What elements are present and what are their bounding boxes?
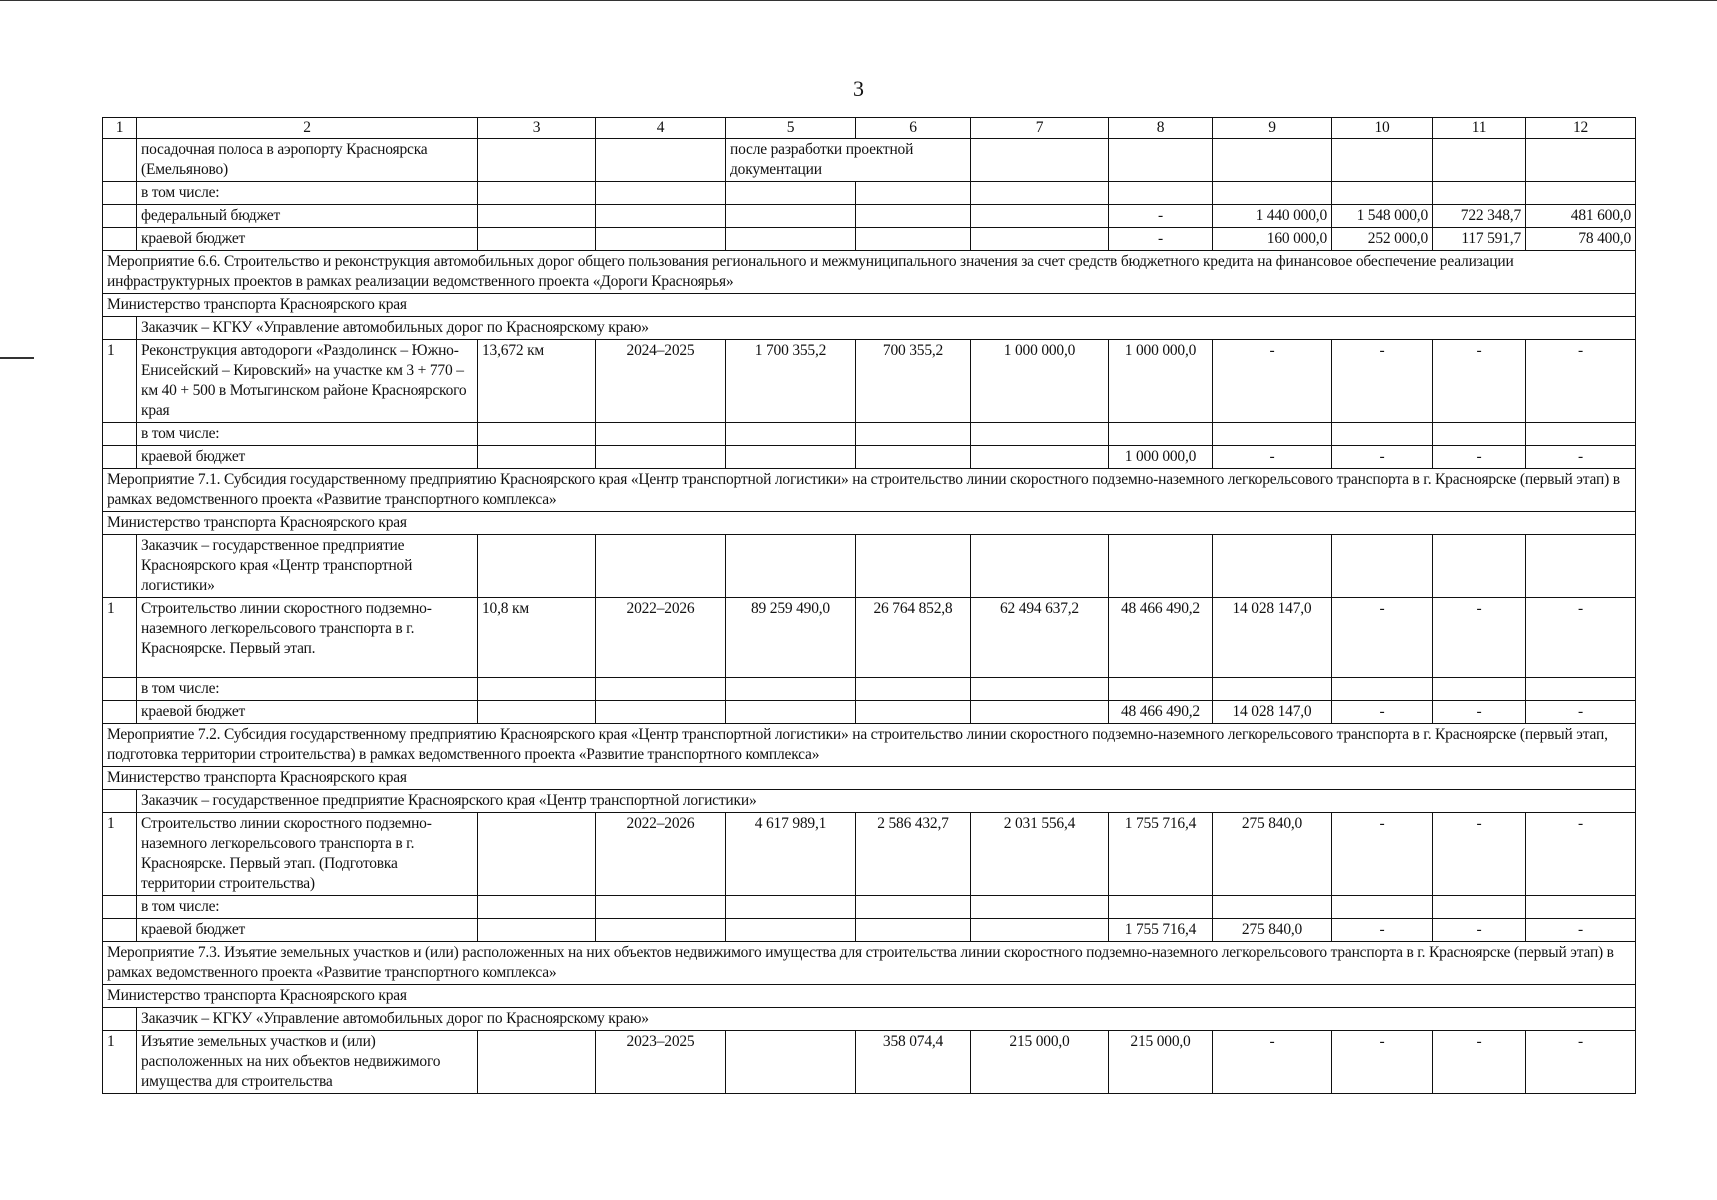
table-row	[103, 205, 1636, 228]
budget-table	[102, 117, 1636, 1094]
cell-value: 275 840,0	[1213, 813, 1332, 896]
cell-value: -	[1332, 598, 1433, 678]
budget-label: федеральный бюджет	[137, 205, 478, 228]
cell-value: -	[1526, 701, 1636, 724]
customer-label: Заказчик – КГКУ «Управление автомобильных дорог по Красноярскому краю»	[137, 317, 1636, 340]
scan-artifact-left	[0, 357, 34, 359]
object-note: после разработки проектной документации	[726, 139, 971, 182]
cell-value: 1 548 000,0	[1332, 205, 1433, 228]
cell-value: -	[1433, 919, 1526, 942]
cell-value: -	[1213, 1031, 1332, 1094]
customer-row	[103, 1008, 1636, 1031]
row-number: 1	[103, 598, 137, 678]
cell-value: -	[1526, 340, 1636, 423]
header-row	[103, 118, 1636, 139]
table-row	[103, 1031, 1636, 1094]
table-row	[103, 919, 1636, 942]
object-name: Строительство линии скоростного подземно-наземного легкорельсового транспорта в г. Красноярске. Первый этап.	[137, 598, 478, 678]
cell-value: -	[1433, 446, 1526, 469]
cell-value: 89 259 490,0	[726, 598, 856, 678]
table-row	[103, 896, 1636, 919]
cell-value: 1 000 000,0	[1109, 340, 1213, 423]
scan-artifact-top	[0, 0, 1717, 1]
activity-title: Мероприятие 6.6. Строительство и реконструкция автомобильных дорог общего пользования регионального и межмуниципального значения за счет средств бюджетного кредита на финансовое обеспечение реализации инфраструктурных проектов в рамках реализации ведомственного проекта «Дороги Красноярья»	[103, 251, 1636, 294]
table-row	[103, 701, 1636, 724]
object-name: Реконструкция автодороги «Раздолинск – Южно-Енисейский – Кировский» на участке км 3 + 770 – км 40 + 500 в Мотыгинском районе Красноярского края	[137, 340, 478, 423]
ministry-label: Министерство транспорта Красноярского края	[103, 767, 1636, 790]
including-label: в том числе:	[137, 423, 478, 446]
cell-value: 252 000,0	[1332, 228, 1433, 251]
object-name: посадочная полоса в аэропорту Красноярска (Емельяново)	[137, 139, 478, 182]
cell-value: 1 755 716,4	[1109, 919, 1213, 942]
cell-value: -	[1109, 205, 1213, 228]
cell-value	[478, 1031, 596, 1094]
cell-value: 481 600,0	[1526, 205, 1636, 228]
ministry-row	[103, 985, 1636, 1008]
cell-value: 358 074,4	[856, 1031, 971, 1094]
cell-value: 275 840,0	[1213, 919, 1332, 942]
cell-value: -	[1433, 598, 1526, 678]
table-row	[103, 423, 1636, 446]
cell-value: -	[1526, 919, 1636, 942]
cell-value: 14 028 147,0	[1213, 598, 1332, 678]
table-row	[103, 340, 1636, 423]
table-row	[103, 446, 1636, 469]
col-header-11: 11	[1433, 118, 1526, 139]
including-label: в том числе:	[137, 678, 478, 701]
cell-value	[726, 1031, 856, 1094]
object-name: Изъятие земельных участков и (или) расположенных на них объектов недвижимого имущества для строительства	[137, 1031, 478, 1094]
col-header-1: 1	[103, 118, 137, 139]
row-number: 1	[103, 813, 137, 896]
customer-row	[103, 790, 1636, 813]
cell-value: 1 000 000,0	[971, 340, 1109, 423]
cell-value: -	[1332, 340, 1433, 423]
col-header-3: 3	[478, 118, 596, 139]
col-header-7: 7	[971, 118, 1109, 139]
cell-value: -	[1213, 340, 1332, 423]
cell-value: 2 586 432,7	[856, 813, 971, 896]
activity-title-row	[103, 942, 1636, 985]
activity-title-row	[103, 251, 1636, 294]
cell-value: 1 700 355,2	[726, 340, 856, 423]
cell-value: 48 466 490,2	[1109, 598, 1213, 678]
col-header-8: 8	[1109, 118, 1213, 139]
cell-value: -	[1213, 446, 1332, 469]
activity-title: Мероприятие 7.2. Субсидия государственному предприятию Красноярского края «Центр транспортной логистики» на строительство линии скоростного подземно-наземного легкорельсового транспорта в г. Красноярске (первый этап, подготовка территории строительства) в рамках ведомственного проекта «Развитие транспортного комплекса»	[103, 724, 1636, 767]
cell-value: 78 400,0	[1526, 228, 1636, 251]
cell-value: -	[1526, 813, 1636, 896]
col-header-12: 12	[1526, 118, 1636, 139]
col-header-9: 9	[1213, 118, 1332, 139]
cell-value: -	[1526, 1031, 1636, 1094]
including-label: в том числе:	[137, 896, 478, 919]
cell-value: 26 764 852,8	[856, 598, 971, 678]
cell-value: -	[1433, 701, 1526, 724]
cell-value: 2 031 556,4	[971, 813, 1109, 896]
ministry-label: Министерство транспорта Красноярского края	[103, 294, 1636, 317]
cell-value: 215 000,0	[971, 1031, 1109, 1094]
cell-value: 13,672 км	[478, 340, 596, 423]
cell-value: -	[1433, 1031, 1526, 1094]
activity-title: Мероприятие 7.1. Субсидия государственному предприятию Красноярского края «Центр транспортной логистики» на строительство линии скоростного подземно-наземного легкорельсового транспорта в г. Красноярске (первый этап) в рамках ведомственного проекта «Развитие транспортного комплекса»	[103, 469, 1636, 512]
cell-value	[478, 813, 596, 896]
activity-title: Мероприятие 7.3. Изъятие земельных участков и (или) расположенных на них объектов недвижимого имущества для строительства линии скоростного подземно-наземного легкорельсового транспорта в г. Красноярске (первый этап) в рамках ведомственного проекта «Развитие транспортного комплекса»	[103, 942, 1636, 985]
cell-value: 1 000 000,0	[1109, 446, 1213, 469]
activity-title-row	[103, 469, 1636, 512]
ministry-row	[103, 512, 1636, 535]
cell-value: 48 466 490,2	[1109, 701, 1213, 724]
cell-value: -	[1332, 446, 1433, 469]
col-header-2: 2	[137, 118, 478, 139]
including-label: в том числе:	[137, 182, 478, 205]
col-header-4: 4	[596, 118, 726, 139]
budget-label: краевой бюджет	[137, 228, 478, 251]
cell-value: 2023–2025	[596, 1031, 726, 1094]
col-header-5: 5	[726, 118, 856, 139]
cell-value: 1 440 000,0	[1213, 205, 1332, 228]
cell-value: -	[1526, 446, 1636, 469]
cell-value: -	[1332, 1031, 1433, 1094]
customer-row	[103, 535, 1636, 598]
cell-value: 1 755 716,4	[1109, 813, 1213, 896]
cell-value: 160 000,0	[1213, 228, 1332, 251]
cell-value: -	[1526, 598, 1636, 678]
cell-value: 2024–2025	[596, 340, 726, 423]
ministry-row	[103, 767, 1636, 790]
cell-value: 700 355,2	[856, 340, 971, 423]
table-row	[103, 678, 1636, 701]
table-row	[103, 182, 1636, 205]
table-row	[103, 813, 1636, 896]
cell-value: -	[1332, 919, 1433, 942]
cell-value: 215 000,0	[1109, 1031, 1213, 1094]
cell-value: -	[1332, 701, 1433, 724]
table-row	[103, 139, 1636, 182]
cell-value: -	[1332, 813, 1433, 896]
ministry-row	[103, 294, 1636, 317]
activity-title-row	[103, 724, 1636, 767]
col-header-10: 10	[1332, 118, 1433, 139]
customer-row	[103, 317, 1636, 340]
cell-value: 4 617 989,1	[726, 813, 856, 896]
row-number: 1	[103, 1031, 137, 1094]
cell-value: 2022–2026	[596, 598, 726, 678]
customer-label: Заказчик – КГКУ «Управление автомобильных дорог по Красноярскому краю»	[137, 1008, 1636, 1031]
cell-value: 117 591,7	[1433, 228, 1526, 251]
budget-label: краевой бюджет	[137, 919, 478, 942]
ministry-label: Министерство транспорта Красноярского края	[103, 512, 1636, 535]
col-header-6: 6	[856, 118, 971, 139]
ministry-label: Министерство транспорта Красноярского края	[103, 985, 1636, 1008]
object-name: Строительство линии скоростного подземно-наземного легкорельсового транспорта в г. Красноярске. Первый этап. (Подготовка территории строительства)	[137, 813, 478, 896]
cell-value: -	[1109, 228, 1213, 251]
page-number: 3	[853, 76, 864, 101]
cell-value: 10,8 км	[478, 598, 596, 678]
cell-value: 2022–2026	[596, 813, 726, 896]
cell-value: -	[1433, 813, 1526, 896]
table-row	[103, 598, 1636, 678]
cell-value: 62 494 637,2	[971, 598, 1109, 678]
cell-value: 722 348,7	[1433, 205, 1526, 228]
table-row	[103, 228, 1636, 251]
customer-label: Заказчик – государственное предприятие Красноярского края «Центр транспортной логистики»	[137, 790, 1636, 813]
cell-value: 14 028 147,0	[1213, 701, 1332, 724]
customer-label: Заказчик – государственное предприятие Красноярского края «Центр транспортной логистики»	[137, 535, 478, 598]
budget-label: краевой бюджет	[137, 701, 478, 724]
cell-value: -	[1433, 340, 1526, 423]
row-number: 1	[103, 340, 137, 423]
budget-label: краевой бюджет	[137, 446, 478, 469]
